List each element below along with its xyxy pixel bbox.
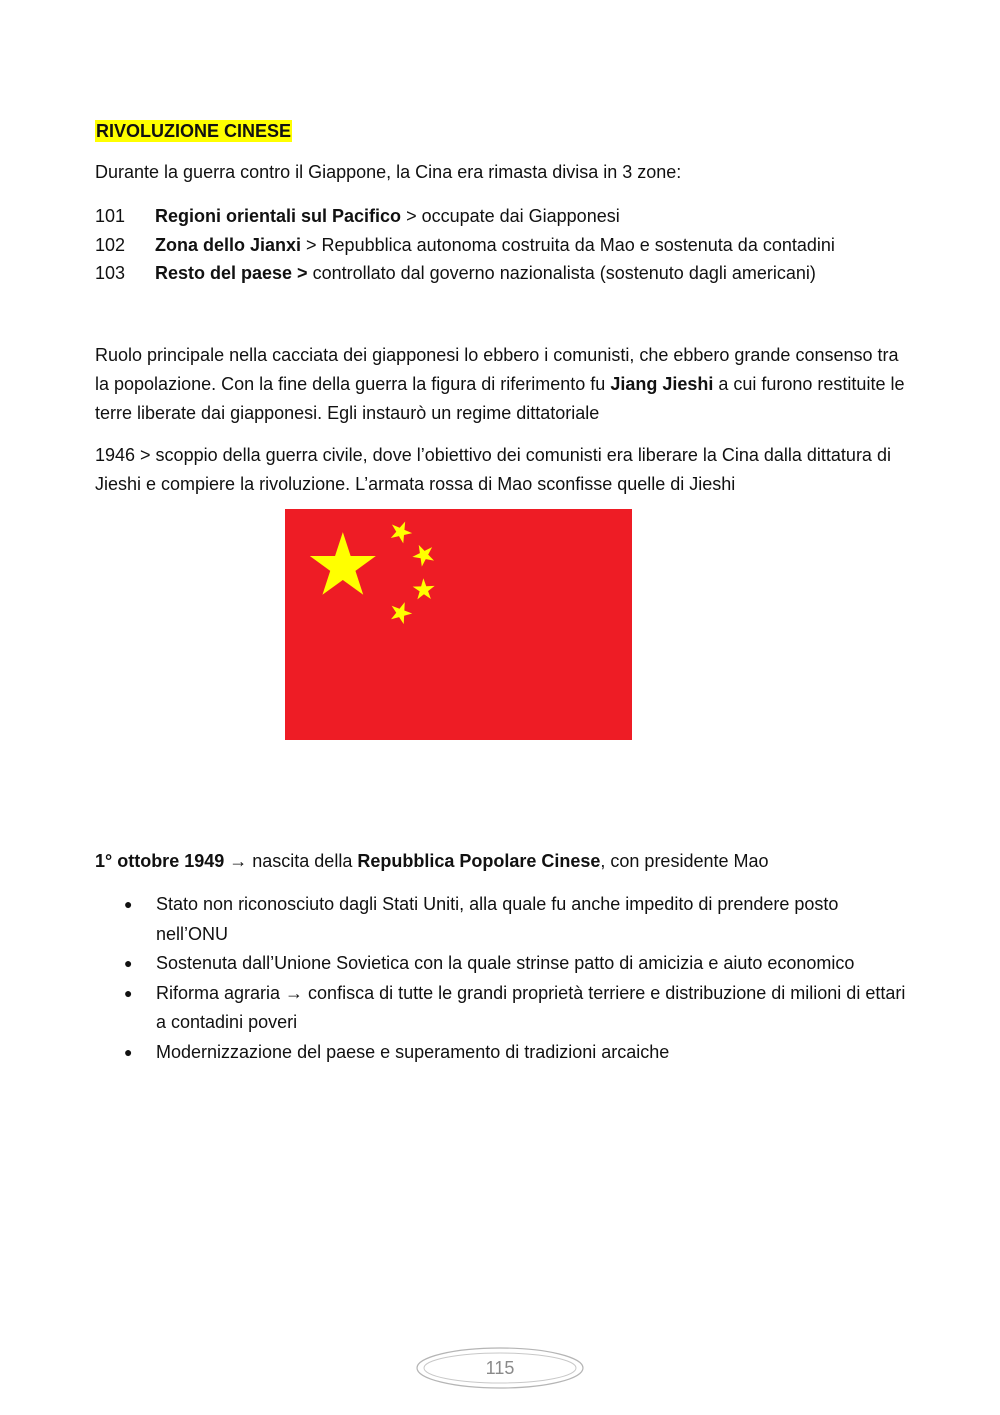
list-text [155, 202, 620, 231]
bullet-icon: ● [124, 955, 133, 971]
flag-background [285, 509, 632, 740]
communists-paragraph [95, 341, 905, 428]
zones-list [95, 202, 915, 288]
list-item [95, 202, 915, 231]
list-item [95, 259, 915, 288]
list-rest-text: controllato dal governo nazionalista (sostenuto dagli americani) [307, 263, 816, 283]
list-text [155, 231, 835, 260]
list-bold-text: Zona dello Jianxi [155, 234, 302, 255]
bullet-text: Riforma agraria → confisca di tutte le grandi proprietà terriere e distribuzione di milioni di ettari a contadini poveri [156, 982, 906, 1032]
list-bold-text: Regioni orientali sul Pacifico [155, 206, 402, 226]
page-number: 115 [485, 1358, 515, 1378]
bullet-item [120, 890, 910, 949]
list-item [95, 231, 915, 260]
bullet-icon: ● [124, 896, 133, 912]
list-number: 102 [95, 234, 126, 255]
paragraph-text: a cui furono restituite le terre liberate dai giapponesi. Egli instaurò un regime dittatoriale [95, 374, 905, 423]
paragraph-text: , con presidente Mao [600, 851, 769, 871]
paragraph-text: Ruolo principale nella cacciata dei giapponesi lo ebbero i comunisti, che ebbero grande consenso tra la popolazione. Con la fine della guerra la figura di riferimento fu [95, 345, 899, 394]
page-number-badge [415, 1346, 585, 1390]
list-rest-text: > occupate dai Giapponesi [401, 206, 620, 226]
bullet-item [120, 949, 910, 979]
bullet-icon: ● [124, 1043, 133, 1060]
bullet-list [120, 890, 910, 1067]
list-number: 103 [95, 263, 126, 283]
arrow-icon: → [224, 851, 253, 871]
bullet-item [120, 1038, 910, 1068]
china-flag-image [285, 509, 632, 740]
paragraph-text: nascita della [252, 851, 358, 871]
bullet-text: Sostenuta dall’Unione Sovietica con la quale strinse patto di amicizia e aiuto economico [156, 953, 855, 973]
bullet-item [120, 979, 910, 1038]
civil-war-paragraph: 1946 > scoppio della guerra civile, dove l’obiettivo dei comunisti era liberare la Cina dalla dittatura di Jieshi e compiere la rivoluzione. L’armata rossa di Mao sconfisse quelle di Jieshi [95, 445, 891, 494]
bullet-icon: ● [124, 984, 133, 1001]
person-name: Jiang Jieshi [610, 374, 714, 394]
list-text [155, 259, 816, 288]
bullet-text: Stato non riconosciuto dagli Stati Uniti, alla quale fu anche impedito di prendere posto nell’ONU [156, 894, 839, 944]
list-rest-text: > Repubblica autonoma costruita da Mao e sostenuta da contadini [301, 234, 835, 255]
bullet-text: Modernizzazione del paese e superamento di tradizioni arcaiche [156, 1041, 670, 1062]
list-number: 101 [95, 206, 126, 226]
list-bold-text: Resto del paese > [155, 263, 308, 283]
intro-paragraph: Durante la guerra contro il Giappone, la Cina era rimasta divisa in 3 zone: [95, 162, 682, 182]
section-title: RIVOLUZIONE CINESE [96, 121, 292, 141]
date-text: 1° ottobre 1949 [95, 851, 225, 871]
prc-paragraph [95, 847, 905, 876]
republic-name: Repubblica Popolare Cinese [357, 851, 601, 871]
